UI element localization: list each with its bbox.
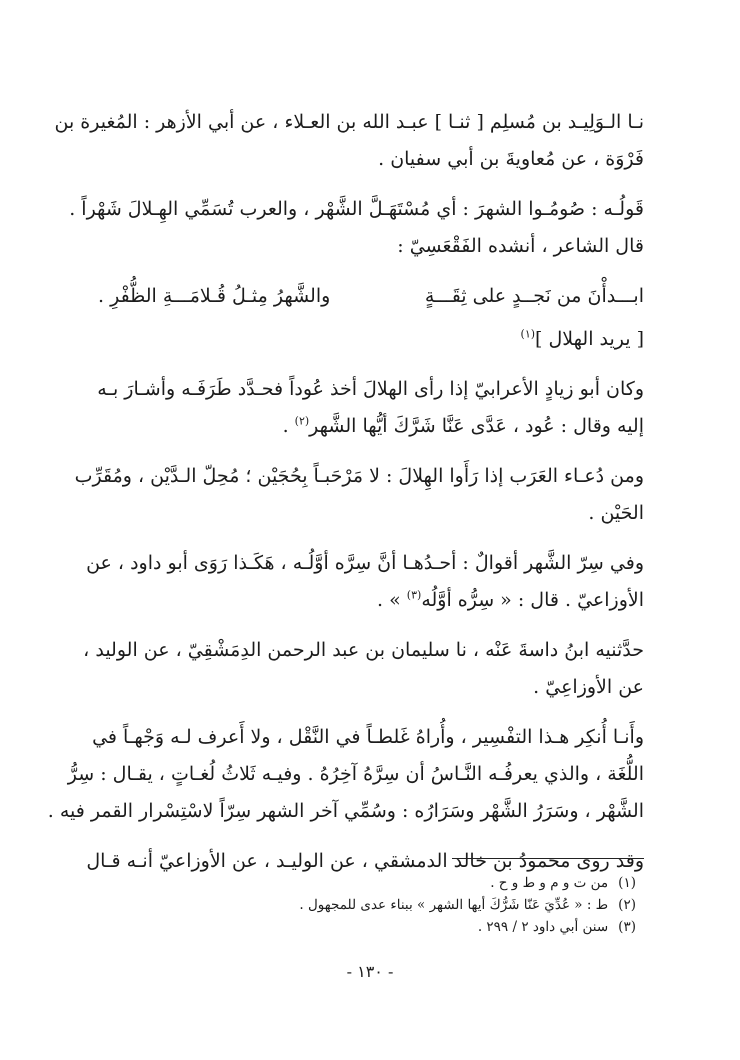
verse-note-text: [ يريد الهلال ] xyxy=(535,328,644,350)
footnote xyxy=(98,872,636,894)
paragraph-ibn-dasa xyxy=(83,632,644,706)
text-line: وقد روى محمودُ بن خالد الدمشقي ، عن الوليـد ، عن الأوزاعيّ أنـه قـال xyxy=(86,850,644,872)
text-line: عن الأوزاعِيّ . xyxy=(533,676,644,698)
paragraph-arab-prayer xyxy=(74,458,644,532)
footnote-text: ط : « عُدِّيَ عَنّا شَرُّكَ أيها الشهر » ببناء عدى للمجهول . xyxy=(299,897,609,913)
poetry-verse xyxy=(98,278,644,315)
text-tail: » . xyxy=(377,589,407,611)
footnote-ref: (٢) xyxy=(294,414,310,428)
text-line: فَرْوَة ، عن مُعاويةَ بن أبي سفيان . xyxy=(378,148,644,170)
paragraph-isnad xyxy=(54,104,644,178)
footnote-number: (٢) xyxy=(618,897,636,913)
paragraph-explanation xyxy=(69,191,644,265)
text-line: إليه وقال : عُود ، عَدَّى عَنَّا شَرَّكَ أيُّها الشَّهر xyxy=(309,415,644,437)
text-line: قَولُـه : صُومُـوا الشهرَ : أي مُسْتَهَـلَّ الشَّهْر ، والعرب تُسَمِّي الهِـلالَ شَهْراً . xyxy=(69,198,644,220)
paragraph-sirr-al-shahr xyxy=(86,545,644,619)
footnote xyxy=(98,894,636,916)
footnote xyxy=(98,916,636,938)
verse-first-hemistich: ابـــدأْنَ من نَجــدٍ على ثِقَـــةٍ xyxy=(424,285,644,307)
footnote-text: من ت و م و ط و ح . xyxy=(490,875,609,891)
footnote-text: سنن أبي داود ٢ / ٢٩٩ . xyxy=(477,919,609,935)
text-line: قال الشاعر ، أنشده الفَقْعَسِيّ : xyxy=(397,235,644,257)
verse-second-hemistich: والشَّهرُ مِثـلُ قُـلامَـــةِ الظُّفْرِ . xyxy=(98,285,331,307)
paragraph-abu-ziyad xyxy=(98,371,644,445)
text-line: نـا الـوَلِيـد بن مُسلِم [ ثنـا ] عبـد الله بن العـلاء ، عن أبي الأزهر : المُغيرة بن xyxy=(54,111,644,133)
footnote-divider xyxy=(452,858,644,859)
footnote-ref: (١) xyxy=(520,327,536,341)
text-line: وفي سِرّ الشَّهر أقوالٌ : أحـدُهـا أنَّ سِرَّه أوَّلُـه ، هَكَـذا رَوَى أبو داود ، عن xyxy=(86,552,644,574)
text-line: الشَّهْر ، وسَرَرُ الشَّهْر وسَرَارُه : وسُمِّي آخر الشهر سِرّاً لاسْتِسْرار القمر فيه . xyxy=(47,800,644,822)
text-line: وكان أبو زيادٍ الأعرابيّ إذا رأى الهلالَ أخذ عُوداً فحـدَّد طَرَفَـه وأشـارَ بـه xyxy=(97,378,644,400)
footnote-number: (٣) xyxy=(618,919,636,935)
text-line: اللُّغَة ، والذي يعرفُـه النَّـاسُ أن سِرَّهُ آخِرُهُ . وفيـه ثَلاثُ لُغـاتٍ ، يقـال : سِرُّ xyxy=(67,763,644,785)
text-line: وأَنـا أُنكِر هـذا التفْسِير ، وأُراهُ غَلطـاً في النَّقْل ، ولا أَعرف لـه وَجْهـاً في xyxy=(92,726,644,748)
footnote-ref: (٣) xyxy=(406,588,422,602)
text-tail: . xyxy=(282,415,295,437)
text-line: الأوزاعيّ . قال : « سِرُّه أوَّلُه xyxy=(421,589,644,611)
text-line: حدَّثنيه ابنُ داسةَ عَنْه ، نا سليمان بن عبد الرحمن الدِمَشْقِيّ ، عن الوليد ، xyxy=(83,639,644,661)
text-line: ومن دُعـاء العَرَب إذا رَأَوا الهِلالَ : لا مَرْحَبـاً بِحُجَيْن ؛ مُحِلّ الـدَّيْن ، ومُقَرِّب xyxy=(74,465,644,487)
paragraph-author-opinion xyxy=(47,719,644,830)
main-text-block xyxy=(47,104,644,893)
verse-note xyxy=(98,321,644,358)
footnotes-block xyxy=(98,872,636,938)
page-number: - ١٣٠ - xyxy=(346,962,394,981)
text-line: الحَيْن . xyxy=(588,502,644,524)
footnote-number: (١) xyxy=(618,875,636,891)
